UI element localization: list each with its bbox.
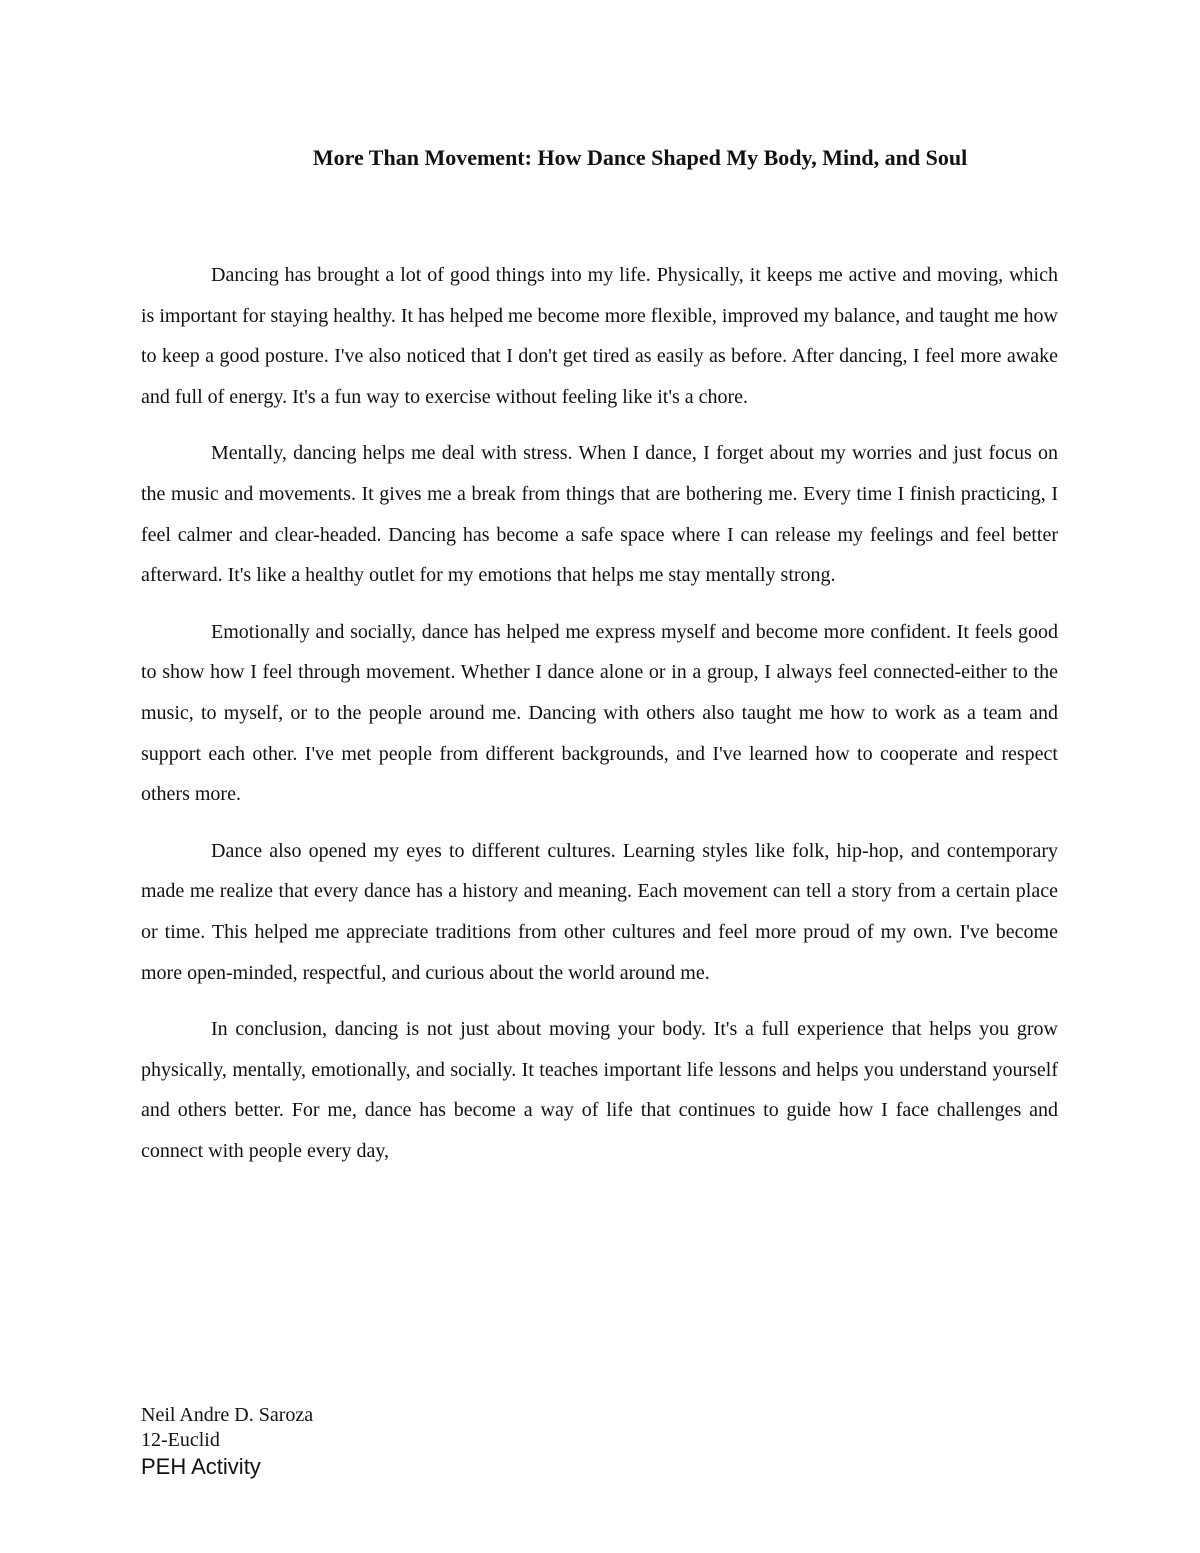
signature-block [141,1403,313,1481]
activity-label: PEH Activity [141,1454,261,1479]
author-name: Neil Andre D. Saroza [141,1404,314,1426]
author-section: 12-Euclid [141,1429,220,1451]
paragraph-mental: Mentally, dancing helps me deal with stress. When I dance, I forget about my worries and just focus on the music and movements. It gives me a break from things that are bothering me. Every time I finish practicing, I feel calmer and clear-headed. Dancing has become a safe space where I can release my feelings and feel better afterward. It's like a healthy outlet for my emotions that helps me stay mentally strong. [141,442,1058,587]
essay-body [141,255,1058,1187]
paragraph-cultural: Dance also opened my eyes to different cultures. Learning styles like folk, hip-hop, and contemporary made me realize that every dance has a history and meaning. Each movement can tell a story from a certain place or time. This helped me appreciate traditions from other cultures and feel more proud of my own. I've become more open-minded, respectful, and curious about the world around me. [141,839,1058,984]
paragraph-emotional-social: Emotionally and socially, dance has helped me express myself and become more confident. It feels good to show how I feel through movement. Whether I dance alone or in a group, I always feel connected-either to the music, to myself, or to the people around me. Dancing with others also taught me how to work as a team and support each other. I've met people from different backgrounds, and I've learned how to cooperate and respect others more. [141,620,1058,806]
document-title: More Than Movement: How Dance Shaped My Body, Mind, and Soul [312,145,968,170]
paragraph-conclusion: In conclusion, dancing is not just about moving your body. It's a full experience that helps you grow physically, mentally, emotionally, and socially. It teaches important life lessons and helps you understand yourself and others better. For me, dance has become a way of life that continues to guide how I face challenges and connect with people every day, [141,1018,1058,1162]
paragraph-physical: Dancing has brought a lot of good things into my life. Physically, it keeps me active and moving, which is important for staying healthy. It has helped me become more flexible, improved my balance, and taught me how to keep a good posture. I've also noticed that I don't get tired as easily as before. After dancing, I feel more awake and full of energy. It's a fun way to exercise without feeling like it's a chore. [141,264,1058,408]
